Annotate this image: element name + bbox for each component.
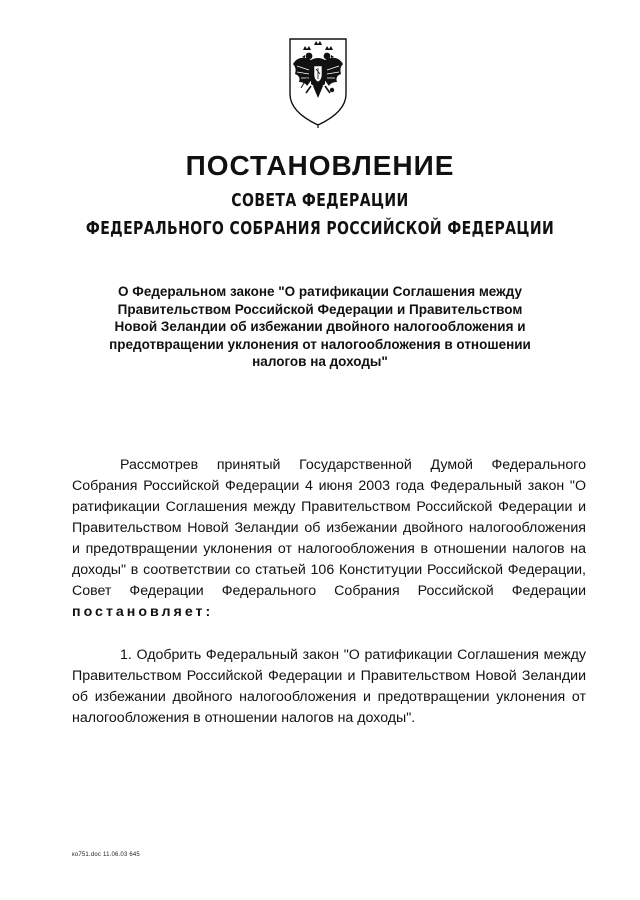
file-reference: кo751.doc 11.06.03 645 <box>72 852 140 858</box>
preamble-paragraph <box>72 455 586 623</box>
double-headed-eagle-emblem-icon <box>287 36 349 128</box>
resolution-item-1: 1. Одобрить Федеральный закон "О ратификации Соглашения между Правительством Российской Федерации и Правительством Новой Зеландии об избежании двойного налогообложения и предотвращении уклонения от налогообложения в отношении налогов на доходы". <box>72 647 586 726</box>
issuing-body-line2: ФЕДЕРАЛЬНОГО СОБРАНИЯ РОССИЙСКОЙ ФЕДЕРАЦИИ <box>85 218 555 239</box>
resolving-verb: постановляет: <box>72 604 214 620</box>
preamble-text: Рассмотрев принятый Государственной Думой Федерального Собрания Российской Федерации 4 июня 2003 года Федеральный закон "О ратификации Соглашения между Правительством Российской Федерации и Правительством Новой Зеландии об избежании двойного налогообложения и предотвращении уклонения от налогообложения в отношении налогов на доходы" в соответствии со статьей 106 Конституции Российской Федерации, Совет Федерации Федерального Собрания Российской Федерации <box>72 457 586 599</box>
issuing-body-line1: СОВЕТА ФЕДЕРАЦИИ <box>231 190 409 211</box>
document-title: ПОСТАНОВЛЕНИЕ <box>185 150 455 181</box>
document-subject: О Федеральном законе "О ратификации Соглашения между Правительством Российской Федерации и Правительством Новой Зеландии об избежании двойного налогообложения и предотвращении уклонения от налогообложения в отношении налогов на доходы" <box>109 284 531 370</box>
